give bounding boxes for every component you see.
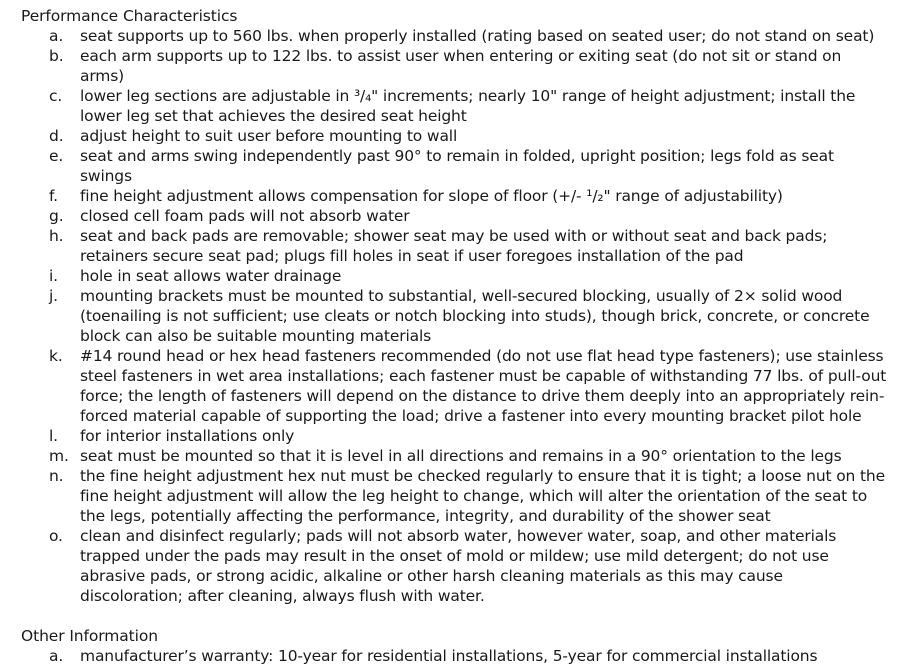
list-item-text: closed cell foam pads will not absorb water — [80, 207, 410, 225]
list-item-text: clean and disinfect regularly; pads will not absorb water, however water, soap, and other materials trapped under the pads may result in the onset of mold or mildew; use mild detergent; do not use abrasive pads, or strong acidic, alkaline or other harsh cleaning materials as this may cause discoloration; after cleaning, always flush with water. — [80, 527, 837, 605]
list-item — [0, 126, 913, 146]
list-item-text: adjust height to suit user before mounting to wall — [80, 127, 458, 145]
section-spacer — [0, 606, 913, 626]
list-marker: g. — [49, 207, 64, 225]
list-item-text: manufacturer’s warranty: 10-year for residential installations, 5-year for commercial installations — [80, 647, 818, 665]
list-item — [0, 46, 913, 86]
list-item — [0, 446, 913, 466]
list-item — [0, 206, 913, 226]
list-item-text: the fine height adjustment hex nut must be checked regularly to ensure that it is tight; a loose nut on the fine height adjustment will allow the leg height to change, which will alter the orientation of the seat to the legs, potentially affecting the performance, integrity, and durability of the shower seat — [80, 467, 885, 525]
list-item-text: seat must be mounted so that it is level in all directions and remains in a 90° orientation to the legs — [80, 447, 842, 465]
list-item — [0, 186, 913, 206]
list-item — [0, 226, 913, 266]
list-item-text: for interior installations only — [80, 427, 295, 445]
list-item-text: seat supports up to 560 lbs. when properly installed (rating based on seated user; do not stand on seat) — [80, 27, 875, 45]
list-item — [0, 86, 913, 126]
list-marker: o. — [49, 527, 63, 545]
list-item — [0, 266, 913, 286]
list-marker: m. — [49, 447, 69, 465]
list-item — [0, 426, 913, 446]
list-item — [0, 146, 913, 186]
list-marker: i. — [49, 267, 58, 285]
list-item-text: mounting brackets must be mounted to substantial, well-secured blocking, usually of 2× solid wood (toenailing is not sufficient; use cleats or notch blocking into studs), though brick, concrete, or concrete block can also be suitable mounting materials — [80, 287, 870, 345]
list-marker: b. — [49, 47, 64, 65]
list-marker: f. — [49, 187, 58, 205]
list-marker: a. — [49, 27, 64, 45]
list-item-text: fine height adjustment allows compensation for slope of floor (+/- ¹/₂" range of adjustability) — [80, 187, 783, 205]
list-item — [0, 286, 913, 346]
list-marker: j. — [49, 287, 58, 305]
list-item — [0, 646, 913, 666]
list-marker: k. — [49, 347, 63, 365]
list-marker: l. — [49, 427, 58, 445]
list-item — [0, 466, 913, 526]
list-item — [0, 526, 913, 606]
list-item-text: each arm supports up to 122 lbs. to assist user when entering or exiting seat (do not sit or stand on arms) — [80, 47, 842, 85]
list-marker: e. — [49, 147, 64, 165]
other-information-list — [0, 646, 913, 666]
list-marker: c. — [49, 87, 63, 105]
list-item — [0, 346, 913, 426]
list-item-text: hole in seat allows water drainage — [80, 267, 342, 285]
list-item-text: seat and back pads are removable; shower seat may be used with or without seat and back pads; retainers secure seat pad; plugs fill holes in seat if user foregoes installation of the pad — [80, 227, 828, 265]
performance-characteristics-list — [0, 26, 913, 606]
list-item-text: #14 round head or hex head fasteners recommended (do not use flat head type fasteners); use stainless steel fasteners in wet area installations; each fastener must be capable of withstanding 77 lbs. of pull-out force; the length of fasteners will depend on the distance to drive them deeply into an appropriately reinforced material capable of supporting the load; drive a fastener into every mounting bracket pilot hole — [80, 347, 887, 425]
list-marker: d. — [49, 127, 64, 145]
list-marker: n. — [49, 467, 64, 485]
list-item-text: seat and arms swing independently past 90° to remain in folded, upright position; legs fold as seat swings — [80, 147, 834, 185]
performance-characteristics-heading: Performance Characteristics — [21, 7, 238, 25]
list-item — [0, 26, 913, 46]
other-information-heading: Other Information — [21, 627, 158, 645]
list-marker: a. — [49, 647, 64, 665]
list-item-text: lower leg sections are adjustable in ³/₄" increments; nearly 10" range of height adjustment; install the lower leg set that achieves the desired seat height — [80, 87, 856, 125]
list-marker: h. — [49, 227, 64, 245]
